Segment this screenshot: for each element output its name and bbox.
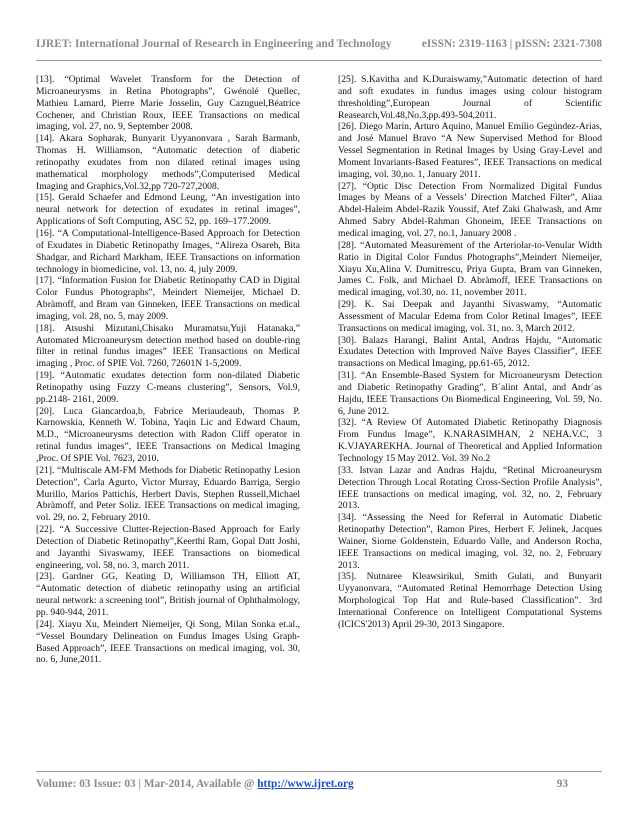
page-number: 93 xyxy=(556,778,568,790)
references-column-right xyxy=(338,74,602,631)
reference-19: [19]. “Automatic exudates detection form non-dilated Diabetic Retinopathy using Fuzzy C-means clustering”, Sensors, Vol.9, pp.2148- 2161, 2009. xyxy=(36,370,300,405)
reference-29: [29]. K. Sai Deepak and Jayanthi Sivaswamy, “Automatic Assessment of Macular Edema from Color Retinal Images”, IEEE Transactions on medical imaging, vol. 31, no. 3, March 2012. xyxy=(338,299,602,334)
reference-24: [24]. Xiayu Xu, Meindert Niemeijer, Qi Song, Milan Sonka et.al., “Vessel Boundary Delineation on Fundus Images Using Graph-Based Approach”, IEEE Transactions on medical imaging, vol. 30, no. 6, June,2011. xyxy=(36,618,300,666)
page-header xyxy=(36,38,602,50)
reference-35: [35]. Nutnaree Kleawsirikul, Smith Gulati, and Bunyarit Uyyanonvara, “Automated Retinal Hemorrhage Detection Using Morphological Top Hat and Rule-based Classification”. 3rd International Conference on Intelligent Computational Systems (ICICS'2013) April 29-30, 2013 Singapore. xyxy=(338,571,602,630)
reference-33: [33. Istvan Lazar and Andras Hajdu, “Retinal Microaneurysm Detection Through Local Rotating Cross-Section Profile Analysis”, IEEE transactions on medical imaging, vol. 32, no. 2, February 2013. xyxy=(338,464,602,512)
reference-17: [17]. “Information Fusion for Diabetic Retinopathy CAD in Digital Color Fundus Photographs”, Meindert Niemeijer, Michael D. Abràmoff, and Bram van Ginneken, IEEE Transactions on medical imaging, vol. 28, no. 5, may 2009. xyxy=(36,275,300,322)
reference-23: [23]. Gardner GG, Keating D, Williamson TH, Elliott AT, “Automatic detection of diabetic retinopathy using an artificial neural network: a screening tool”, British journal of Ophthalmology, pp. 940-944, 2011. xyxy=(36,571,300,618)
reference-31: [31]. “An Ensemble-Based System for Microaneurysm Detection and Diabetic Retinopathy Grading”, B´alint Antal, and Andr´as Hajdu, IEEE Transactions On Biomedical Engineering, Vol. 59, No. 6, June 2012. xyxy=(338,370,602,417)
reference-20: [20]. Luca Giancardoa,b, Fabrice Meriaudeaub, Thomas P. Karnowskia, Kenneth W. Tobina, Yaqin Lic and Edward Chaum, M.D., “Microaneurysms detection with Radon Cliff operator in retinal fundus images”, IEEE Transactions on Medical Imaging ,Proc. Of SPIE Vol. 7623, 2010. xyxy=(36,405,300,464)
reference-32: [32]. “A Review Of Automated Diabetic Retinopathy Diagnosis From Fundus Image”, K.NARASIMHAN, 2 NEHA.V.C, 3 K.VJAYAREKHA. Journal of Theoretical and Applied Information Technology 15 May 2012. Vol. 39 No.2 xyxy=(338,417,602,464)
footer-divider xyxy=(36,771,602,772)
reference-26: [26]. Diego Marín, Arturo Aquino, Manuel Emilio Gegúndez-Arias, and José Manuel Bravo “A New Supervised Method for Blood Vessel Segmentation in Retinal Images by Using Gray-Level and Moment Invariants-Based Features”, IEEE Transactions on medical imaging, vol. 30,no. 1, January 2011. xyxy=(338,121,602,180)
reference-27: [27]. “Optic Disc Detection From Normalized Digital Fundus Images by Means of a Vessels’ Direction Matched Filter”, Aliaa Abdel-Haleim Abdel-Razik Youssif, Atef Zaki Ghalwash, and Amr Ahmed Sabry Abdel-Rahman Ghoneim, IEEE Transactions on medical imaging, vol. 27, no.1, January 2008 . xyxy=(338,180,602,239)
issn-info: eISSN: 2319-1163 | pISSN: 2321-7308 xyxy=(421,38,602,50)
reference-34: [34]. “Assessing the Need for Referral in Automatic Diabetic Retinopathy Detection”, Ramon Pires, Herbert F. Jelinek, Jacques Wainer, Siome Goldenstein, Eduardo Valle, and Anderson Rocha, IEEE Transactions on medical imaging, vol. 32, no. 2, February 2013. xyxy=(338,512,602,571)
reference-14: [14]. Akara Sopharak, Bunyarit Uyyanonvara , Sarah Barmanb, Thomas H. Williamson, “Automatic detection of diabetic retinopathy exudates from non dilated retinal images using mathematical morphology methods”,Computerised Medical Imaging and Graphics,Vol.32,pp 720-727,2008. xyxy=(36,133,300,192)
reference-22: [22]. “A Successive Clutter-Rejection-Based Approach for Early Detection of Diabetic Retinopathy”,Keerthi Ram, Gopal Datt Joshi, and Jayanthi Sivaswamy, IEEE Transactions on biomedical engineering, vol. 58, no. 3, march 2011. xyxy=(36,524,300,571)
journal-title: IJRET: International Journal of Research in Engineering and Technology xyxy=(36,38,392,50)
reference-28: [28]. “Automated Measurement of the Arteriolar-to-Venular Width Ratio in Digital Color Fundus Photographs”,Meindert Niemeijer, Xiayu Xu,Alina V. Dumitrescu, Priya Gupta, Bram van Ginneken, James C. Folk, and Michael D. Abràmoff, IEEE Transactions on medical imaging, vol.30, no. 11, november 2011. xyxy=(338,239,602,299)
footer-volume-info: Volume: 03 Issue: 03 | Mar-2014, Available @ xyxy=(36,778,258,790)
reference-13: [13]. “Optimal Wavelet Transform for the Detection of Microaneurysms in Retina Photographs”, Gwénolé Quellec, Mathieu Lamard, Pierre Marie Josselin, Guy Cazuguel,Béatrice Cochener, and Christian Roux, IEEE Transactions on medical imaging, vol. 27, no. 9, September 2008. xyxy=(36,74,300,133)
header-divider xyxy=(36,60,602,61)
reference-15: [15]. Gerald Schaefer and Edmond Leung, “An investigation into neural network for detection of exudates in retinal images”, Applications of Soft Computing, ASC 52, pp. 169–177.2009. xyxy=(36,192,300,228)
reference-16: [16]. “A Computational-Intelligence-Based Approach for Detection of Exudates in Diabetic Retinopathy Images, “Alireza Osareh, Bita Shadgar, and Richard Markham, IEEE Transactions on information technology in biomedicine, vol. 13, no. 4, july 2009. xyxy=(36,227,300,275)
reference-18: [18]. Atsushi Mizutani,Chisako Muramatsu,Yuji Hatanaka,” Automated Microaneurysm detection method based on double-ring filter in retinal fundus images” IEEE Transactions on Medical imaging , Proc. of SPIE Vol. 7260, 72601N 1-5,2009. xyxy=(36,322,300,370)
journal-website-link[interactable]: http://www.ijret.org xyxy=(257,778,354,790)
reference-25: [25]. S.Kavitha and K.Duraiswamy,”Automatic detection of hard and soft exudates in fundus images using colour histogram thresholding”,European Journal of Scientific Reasearch,Vol.48,No.3,pp.493-504,2011. xyxy=(338,74,602,121)
reference-21: [21]. “Multiscale AM-FM Methods for Diabetic Retinopathy Lesion Detection”, Carla Agurto, Victor Murray, Eduardo Barriga, Sergio Murillo, Marios Pattichis, Herbert Davis, Stephen Russell,Michael Abràmoff, and Peter Soliz. IEEE Transactions on medical imaging, vol. 29, no. 2, February 2010. xyxy=(36,464,300,524)
reference-30: [30]. Balazs Harangi, Balint Antal, Andras Hajdu, “Automatic Exudates Detection with Improved Naïve Bayes Classifier”, IEEE transactions on Medical Imaging, pp.61-65, 2012. xyxy=(338,334,602,370)
references-column-left xyxy=(36,74,300,666)
page-footer xyxy=(36,778,602,790)
